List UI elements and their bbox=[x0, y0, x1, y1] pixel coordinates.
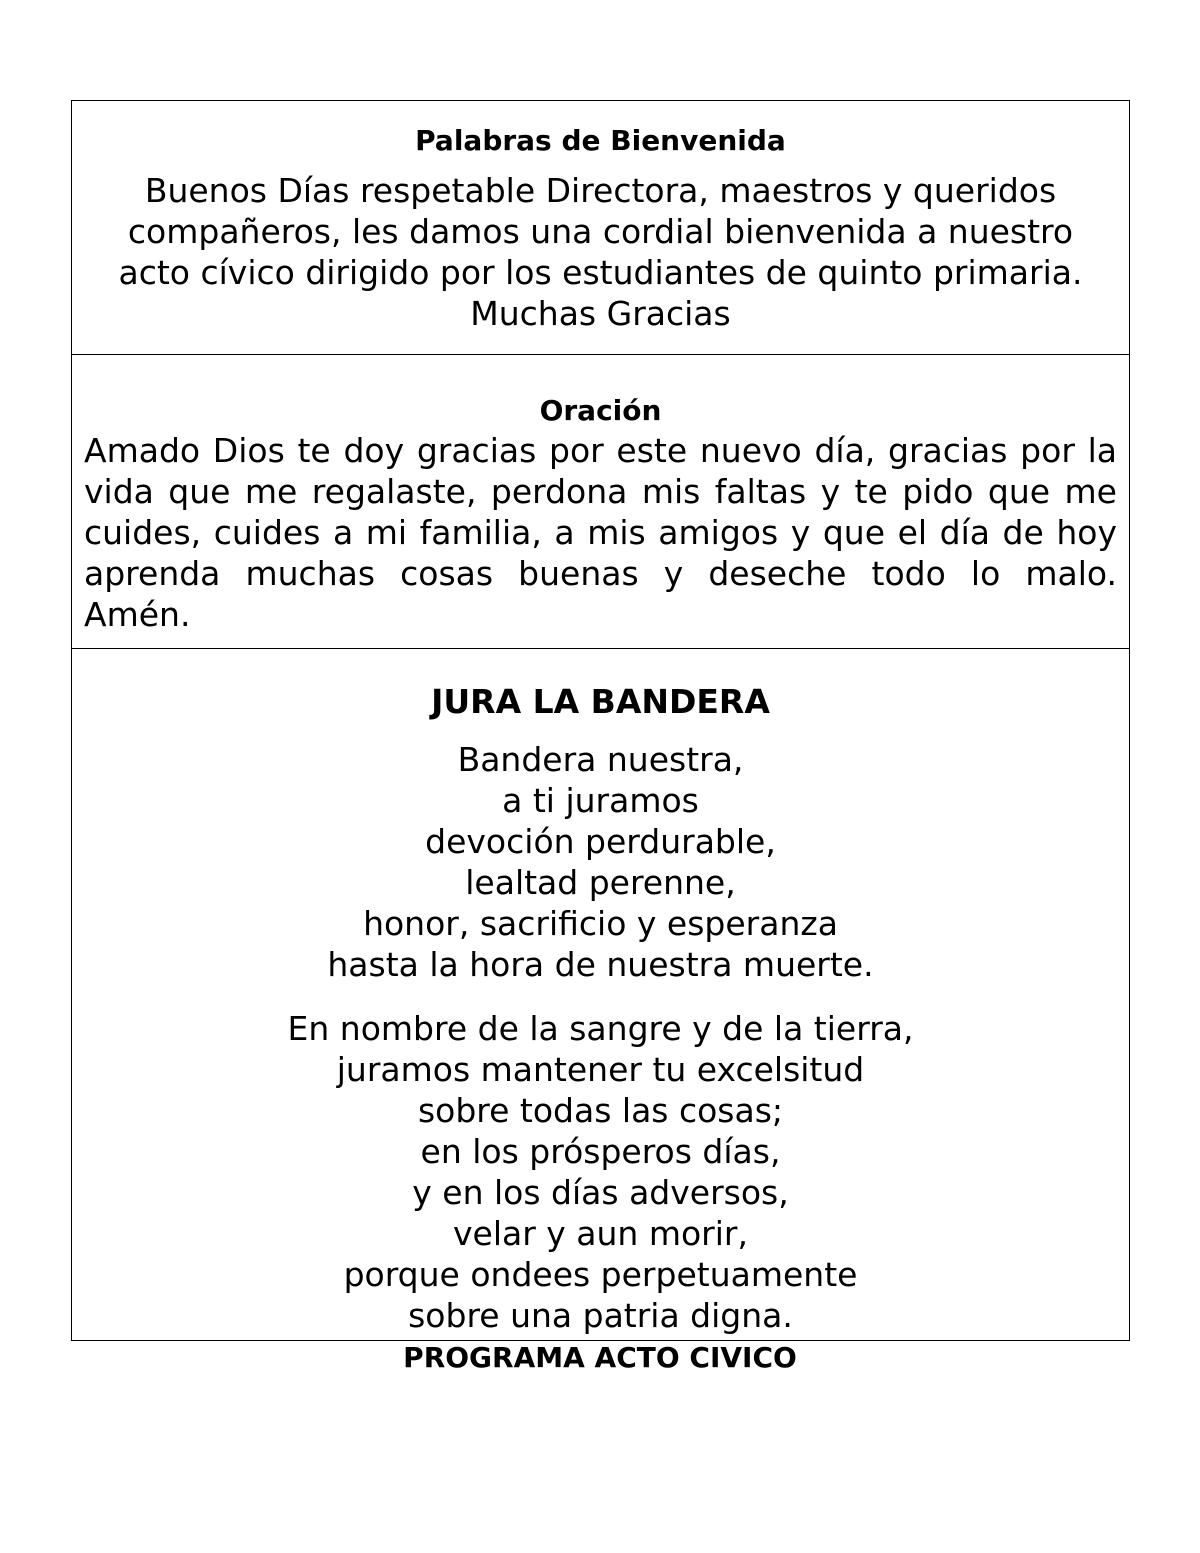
verse-line: a ti juramos bbox=[502, 780, 699, 820]
program-table bbox=[71, 100, 1130, 1341]
welcome-line: compañeros, les damos una cordial bienvenida a nuestro bbox=[127, 212, 1074, 251]
flag-oath-stanza-1 bbox=[84, 739, 1117, 985]
welcome-cell bbox=[72, 101, 1130, 355]
verse-line: y en los días adversos, bbox=[412, 1172, 789, 1212]
prayer-text: Amado Dios te doy gracias por este nuevo día, gracias por la vida que me regalaste, perdona mis faltas y te pido que me cuides, cuides a mi familia, a mis amigos y que el día de hoy aprenda muchas cosas buenas y deseche todo lo malo. Amén. bbox=[84, 431, 1117, 634]
prayer-title: Oración bbox=[539, 394, 662, 427]
verse-line: porque ondees perpetuamente bbox=[343, 1254, 858, 1294]
welcome-line: Buenos Días respetable Directora, maestros y queridos bbox=[144, 171, 1057, 210]
welcome-line: acto cívico dirigido por los estudiantes de quinto primaria. bbox=[118, 253, 1083, 292]
flag-oath-title: JURA LA BANDERA bbox=[431, 681, 770, 721]
verse-line: sobre una patria digna. bbox=[408, 1295, 793, 1335]
verse-line: velar y aun morir, bbox=[453, 1213, 748, 1253]
verse-line: devoción perdurable, bbox=[425, 821, 776, 861]
program-title: PROGRAMA ACTO CIVICO bbox=[403, 1341, 797, 1374]
welcome-text bbox=[84, 170, 1117, 334]
flag-oath-stanza-2 bbox=[84, 1008, 1117, 1336]
flag-oath-cell bbox=[72, 649, 1130, 1341]
prayer-cell bbox=[72, 355, 1130, 649]
verse-line: sobre todas las cosas; bbox=[417, 1090, 784, 1130]
verse-line: hasta la hora de nuestra muerte. bbox=[327, 944, 874, 984]
verse-line: En nombre de la sangre y de la tierra, bbox=[287, 1008, 914, 1048]
verse-line: honor, sacrificio y esperanza bbox=[363, 903, 838, 943]
verse-line: en los prósperos días, bbox=[420, 1131, 781, 1171]
verse-line: Bandera nuestra, bbox=[457, 739, 744, 779]
verse-line: lealtad perenne, bbox=[465, 862, 736, 902]
verse-line: juramos mantener tu excelsitud bbox=[336, 1049, 865, 1089]
welcome-line: Muchas Gracias bbox=[470, 294, 731, 333]
welcome-title: Palabras de Bienvenida bbox=[415, 124, 786, 157]
